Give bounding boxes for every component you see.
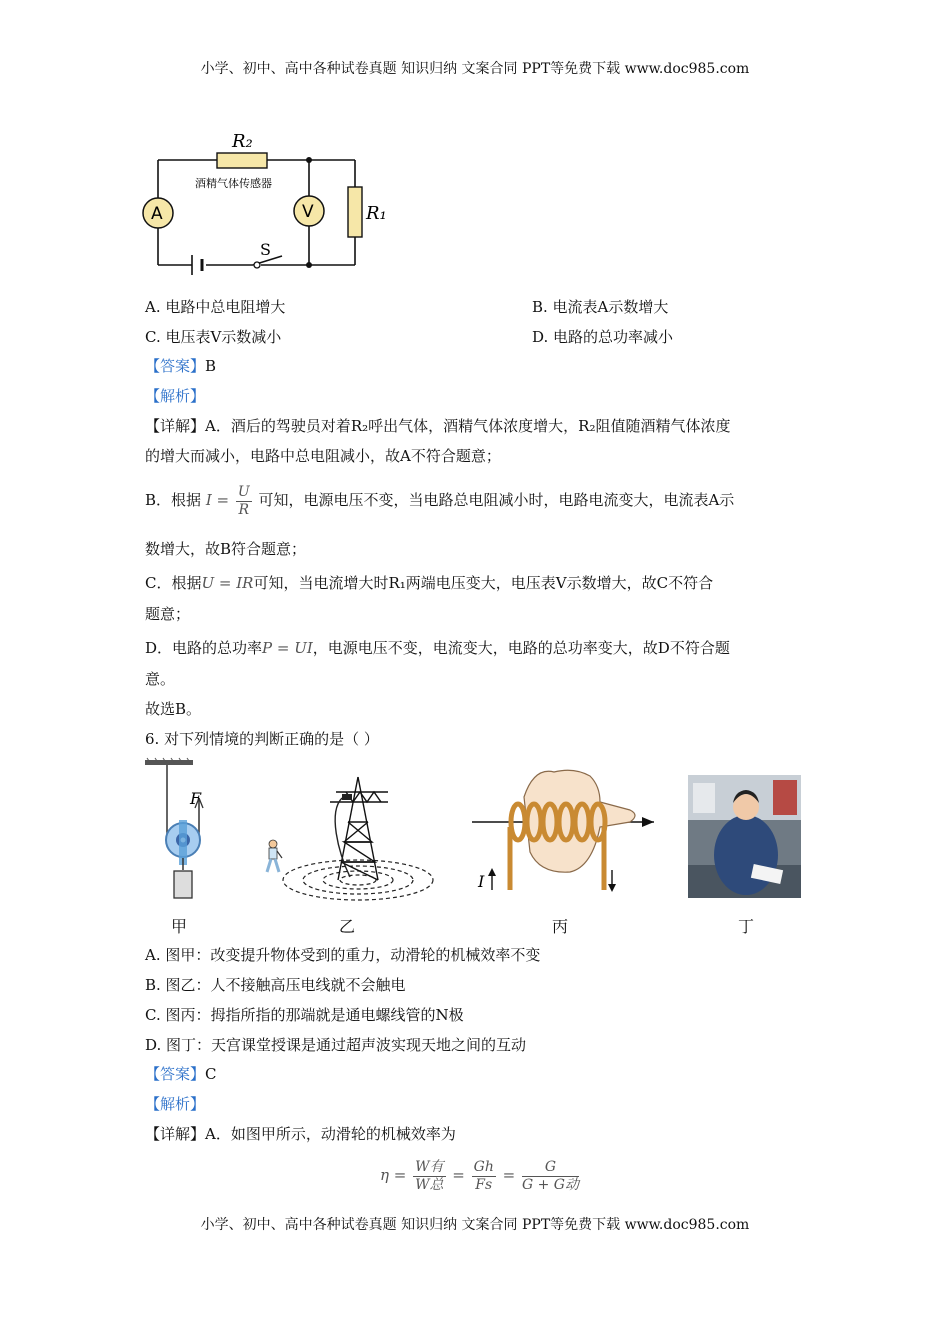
q6-detail-a: 【详解】A．如图甲所示，动滑轮的机械效率为 — [145, 1125, 456, 1143]
q5-analysis-tag: 【解析】 — [145, 387, 206, 405]
person-walking — [267, 840, 282, 872]
switch-pivot — [254, 262, 260, 268]
q5-option-c: C. 电压表V示数减小 — [145, 328, 282, 346]
answer-tag: 【答案】 — [145, 357, 206, 375]
current-label: I — [478, 872, 485, 891]
figure-tower — [258, 772, 438, 907]
caption-ding: 丁 — [737, 917, 754, 936]
q5-detail-b1: B．根据 I = $\frac{U}{R}$ 可知，电源电压不变，当电路总电阻减小时，电路电流变大，电流表A示 — [145, 483, 735, 518]
ceiling — [145, 760, 193, 765]
q6-option-a: A. 图甲：改变提升物体受到的重力，动滑轮的机械效率不变 — [145, 946, 541, 964]
page-header: 小学、初中、高中各种试卷真题 知识归纳 文案合同 PPT等免费下载 www.doc985.com — [200, 61, 750, 77]
figure-space-photo — [688, 775, 801, 898]
q5-answer-line — [145, 356, 216, 376]
page-footer: 小学、初中、高中各种试卷真题 知识归纳 文案合同 PPT等免费下载 www.doc985.com — [200, 1217, 750, 1233]
thumb-direction-arrow — [642, 817, 654, 827]
caption-bing: 丙 — [551, 917, 568, 936]
junction-top — [306, 157, 312, 163]
switch-label: S — [260, 240, 271, 259]
force-label: F — [190, 789, 202, 808]
r1-label: R₁ — [366, 203, 387, 224]
q6-answer-line: 【答案】C — [145, 1065, 217, 1083]
q6-stem: 6. 对下列情境的判断正确的是（ ） — [145, 730, 379, 748]
weight-block — [174, 871, 192, 898]
q5-detail-c2: 题意； — [145, 605, 191, 623]
caption-jia: 甲 — [170, 917, 187, 936]
q5-detail-a1: 【详解】A．酒后的驾驶员对着R₂呼出气体，酒精气体浓度增大，R₂阻值随酒精气体浓度 — [145, 417, 731, 435]
q5-option-a: A. 电路中总电阻增大 — [145, 298, 286, 316]
q6-option-b: B. 图乙：人不接触高压电线就不会触电 — [145, 976, 406, 994]
q5-conclusion: 故选B。 — [145, 700, 202, 718]
figure-solenoid — [472, 762, 662, 892]
figure-pulley — [145, 758, 225, 908]
ammeter-label: A — [151, 204, 163, 224]
caption-yi: 乙 — [338, 917, 355, 936]
formula-lhs: I = — [205, 491, 230, 509]
q5-option-b: B. 电流表A示数增大 — [532, 298, 669, 316]
efficiency-equation: η = $\frac{\text{W有}}{\text{W总}}$ = $\frac{Gh}{Fs}$ = $\frac{G}{\text{G + G动}}$ — [380, 1158, 579, 1193]
junction-bottom — [306, 262, 312, 268]
r2-resistor — [217, 153, 267, 168]
sensor-label: 酒精气体传感器 — [195, 177, 272, 190]
q5-detail-d1: D．电路的总功率P = UI，电源电压不变，电流变大，电路的总功率变大，故D不符合题 — [145, 639, 730, 657]
r2-label: R₂ — [232, 131, 253, 152]
detail-tag: 【详解】 — [145, 417, 206, 435]
q6-option-d: D. 图丁：天宫课堂授课是通过超声波实现天地之间的互动 — [145, 1036, 527, 1054]
q6-option-c: C. 图丙：拇指所指的那端就是通电螺线管的N极 — [145, 1006, 464, 1024]
tower — [330, 777, 388, 880]
q6-analysis-tag: 【解析】 — [145, 1095, 206, 1113]
q5-option-d: D. 电路的总功率减小 — [532, 328, 674, 346]
fraction-u-over-r: $\frac{U}{R}$ — [237, 483, 250, 518]
voltmeter-label: V — [302, 202, 314, 222]
q5-detail-c1: C．根据U = IR可知，当电流增大时R₁两端电压变大，电压表V示数增大，故C不符合 — [145, 574, 714, 592]
q5-detail-d2: 意。 — [145, 670, 176, 688]
circuit-diagram — [145, 125, 387, 275]
formula-ohm: U = IR — [201, 574, 254, 592]
astronaut-suit — [714, 815, 778, 895]
q5-detail-b2: 数增大，故B符合题意； — [145, 540, 307, 558]
r1-resistor — [348, 187, 362, 237]
formula-power: P = UI — [262, 639, 313, 657]
q5-detail-a2: 的增大而减小，电路中总电阻减小，故A不符合题意； — [145, 447, 501, 465]
answer-value: B — [205, 357, 217, 375]
